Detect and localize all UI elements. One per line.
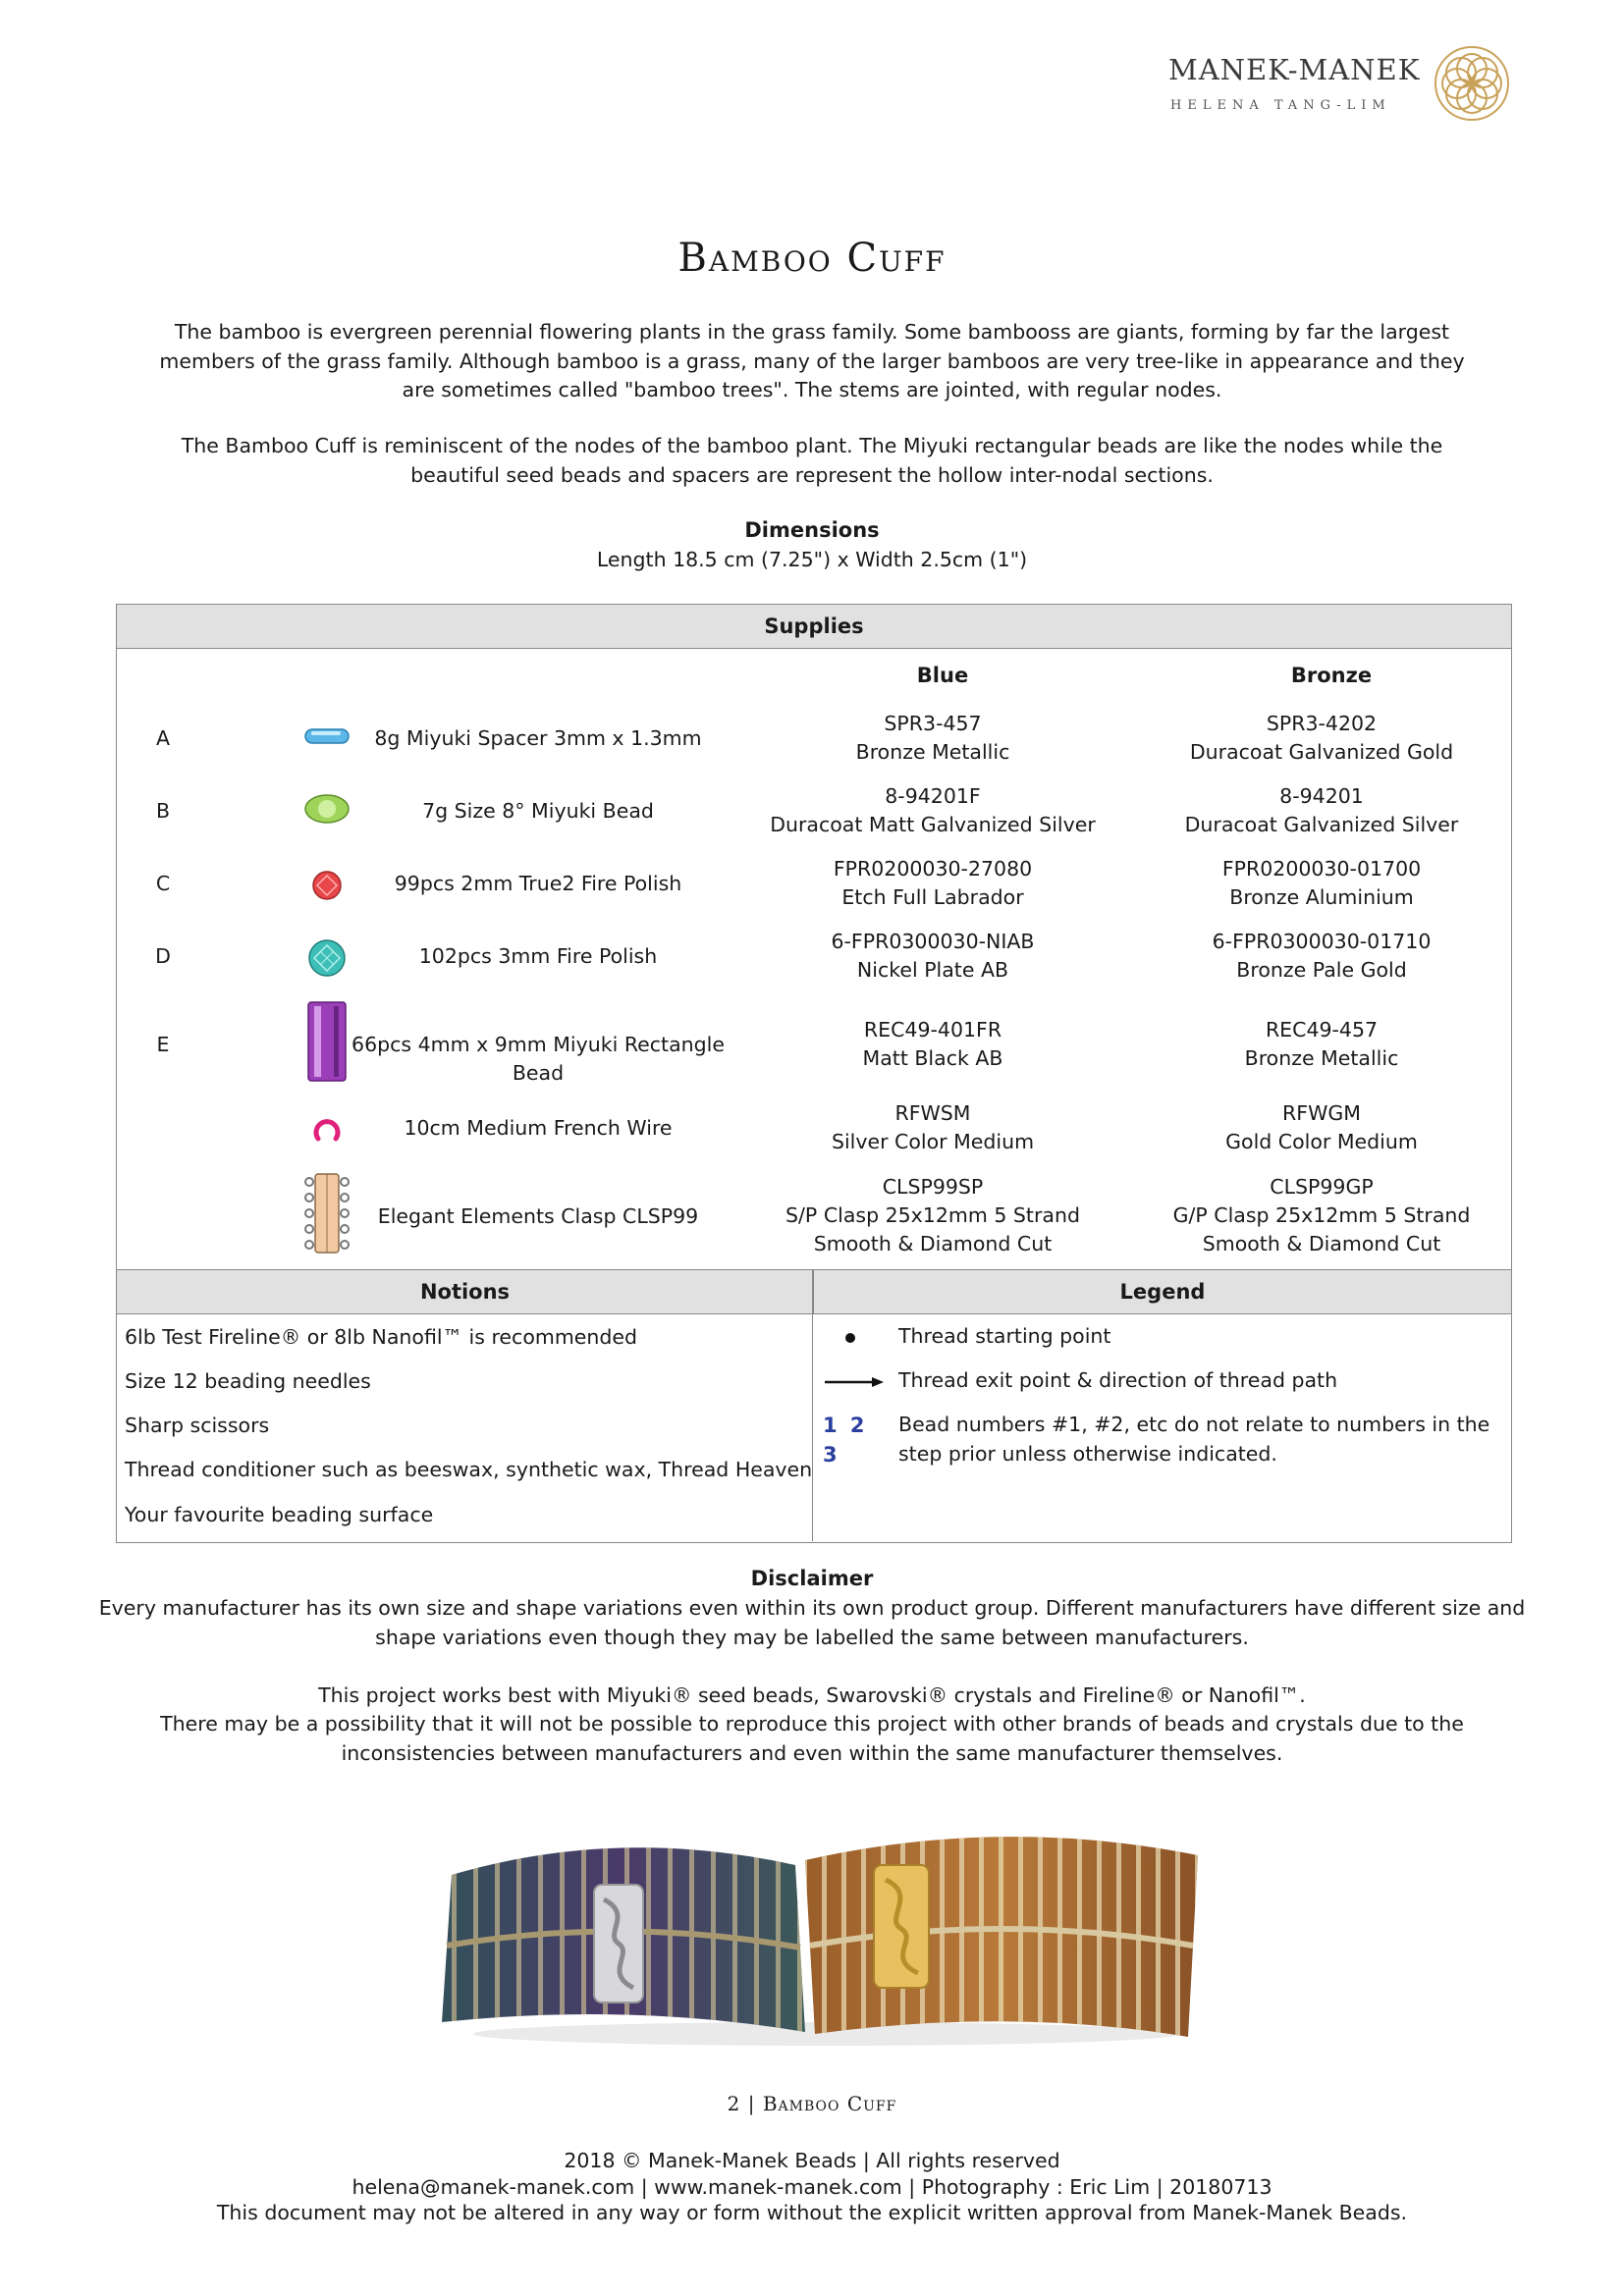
bronze-code: SPR3-4202	[1266, 712, 1378, 735]
blue-code: 6-FPR0300030-NIAB	[831, 930, 1035, 953]
arrow-icon	[823, 1367, 886, 1397]
disclaimer-heading: Disclaimer	[750, 1567, 874, 1590]
notion-item: Thread conditioner such as beeswax, synthetic wax, Thread Heaven	[125, 1458, 813, 1481]
supply-description: 8g Miyuki Spacer 3mm x 1.3mm	[374, 726, 702, 750]
supply-row	[116, 710, 1510, 769]
supply-description: 10cm Medium French Wire	[404, 1116, 673, 1140]
bronze-name: G/P Clasp 25x12mm 5 Strand Smooth & Diamond Cut	[1172, 1203, 1471, 1255]
disclaimer-paragraph-2a: This project works best with Miyuki® seed beads, Swarovski® crystals and Fireline® or Nanofil™.	[318, 1683, 1306, 1707]
bronze-code: 8-94201	[1279, 784, 1364, 808]
supplies-heading: Supplies	[117, 605, 1511, 649]
bronze-code: CLSP99GP	[1270, 1175, 1374, 1199]
notions-heading: Notions	[116, 1269, 813, 1314]
blue-code: SPR3-457	[884, 712, 982, 735]
supply-letter: C	[155, 872, 171, 895]
intro-paragraph-2: The Bamboo Cuff is reminiscent of the nodes of the bamboo plant. The Miyuki rectangular beads are like the nodes while the beautiful seed beads and spacers are represent the hollow inter-nodal sections.	[181, 434, 1443, 487]
supply-row	[116, 782, 1510, 841]
logo-name: MANEK-MANEK	[1168, 53, 1421, 86]
blue-name: Silver Color Medium	[831, 1130, 1035, 1153]
page-number	[0, 2092, 1624, 2115]
supply-row	[116, 855, 1510, 914]
blue-code: REC49-401FR	[863, 1018, 1002, 1041]
blue-name: Nickel Plate AB	[856, 958, 1009, 982]
supply-row	[116, 1099, 1510, 1158]
column-header-bronze: Bronze	[1290, 664, 1373, 687]
flower-logo-icon	[1432, 43, 1512, 124]
bronze-code: 6-FPR0300030-01710	[1212, 930, 1432, 953]
supply-row	[116, 1172, 1510, 1260]
blue-code: FPR0200030-27080	[833, 857, 1033, 881]
logo-subtitle: HELENA TANG-LIM	[1170, 98, 1391, 113]
supply-letter: B	[155, 799, 171, 823]
footer-contact: helena@manek-manek.com | www.manek-manek.com | Photography : Eric Lim | 20180713	[352, 2174, 1272, 2199]
supply-description: 66pcs 4mm x 9mm Miyuki Rectangle Bead	[352, 1033, 725, 1085]
blue-name: S/P Clasp 25x12mm 5 Strand Smooth & Diamond Cut	[785, 1203, 1080, 1255]
page-title: Bamboo Cuff	[677, 236, 947, 281]
blue-code: RFWSM	[894, 1101, 971, 1125]
column-divider	[812, 1269, 813, 1541]
bronze-code: FPR0200030-01700	[1221, 857, 1422, 881]
page-number-title: Bamboo Cuff	[762, 2092, 897, 2115]
intro-paragraph-1: The bamboo is evergreen perennial flowering plants in the grass family. Some bambooss are giants, forming by far the largest members of the grass family. Although bamboo is a grass, many of the larger bamboos are very tree-like in appearance and they are sometimes called "bamboo trees". The stems are jointed, with regular nodes.	[159, 320, 1465, 401]
legend-text: Bead numbers #1, #2, etc do not relate to numbers in the step prior unless otherwise indicated.	[898, 1413, 1490, 1466]
dimensions-heading: Dimensions	[744, 518, 880, 542]
blue-name: Matt Black AB	[862, 1046, 1003, 1070]
blue-code: CLSP99SP	[882, 1175, 984, 1199]
legend-heading: Legend	[813, 1269, 1512, 1314]
supply-description: 7g Size 8° Miyuki Bead	[422, 799, 654, 823]
supply-letter: E	[156, 1033, 170, 1056]
notion-item: Your favourite beading surface	[125, 1503, 434, 1526]
bronze-name: Duracoat Galvanized Gold	[1189, 740, 1454, 764]
footer-notice: This document may not be altered in any way or form without the explicit written approval from Manek-Manek Beads.	[216, 2201, 1408, 2224]
bracelet-photo	[422, 1806, 1231, 2056]
footer	[0, 2148, 1624, 2226]
blue-name: Etch Full Labrador	[841, 885, 1024, 909]
blue-name: Bronze Metallic	[855, 740, 1010, 764]
supply-letter: D	[155, 944, 171, 968]
bronze-code: REC49-457	[1265, 1018, 1379, 1041]
numbers-icon: 1 2 3	[823, 1414, 868, 1467]
bronze-name: Gold Color Medium	[1225, 1130, 1418, 1153]
notion-item: Size 12 beading needles	[125, 1369, 371, 1393]
bronze-name: Bronze Aluminium	[1229, 885, 1414, 909]
footer-copyright: 2018 © Manek-Manek Beads | All rights reserved	[564, 2149, 1060, 2172]
supply-description: Elegant Elements Clasp CLSP99	[377, 1204, 699, 1228]
dot-icon	[823, 1323, 886, 1353]
disclaimer-paragraph-2b: There may be a possibility that it will not be possible to reproduce this project with other brands of beads and crystals due to the inconsistencies between manufacturers and even within the same manufacturer themselves.	[160, 1712, 1464, 1765]
legend-text: Thread starting point	[898, 1324, 1111, 1348]
blue-code: 8-94201F	[885, 784, 981, 808]
bronze-name: Bronze Metallic	[1244, 1046, 1399, 1070]
disclaimer-paragraph-1: Every manufacturer has its own size and shape variations even within its own product group. Different manufacturers have different size and shape variations even though they may be labelled the same between manufacturers.	[98, 1596, 1526, 1649]
brand-logo	[1168, 43, 1512, 130]
dimensions-value: Length 18.5 cm (7.25") x Width 2.5cm (1")	[596, 548, 1028, 571]
notion-item: 6lb Test Fireline® or 8lb Nanofil™ is recommended	[125, 1325, 638, 1349]
supply-description: 99pcs 2mm True2 Fire Polish	[394, 872, 682, 895]
legend-text: Thread exit point & direction of thread path	[898, 1368, 1338, 1392]
column-header-blue: Blue	[916, 664, 969, 687]
blue-name: Duracoat Matt Galvanized Silver	[770, 813, 1096, 836]
bronze-name: Bronze Pale Gold	[1236, 958, 1407, 982]
bronze-code: RFWGM	[1282, 1101, 1361, 1125]
supply-row	[116, 1000, 1510, 1089]
supply-row	[116, 928, 1510, 987]
bronze-name: Duracoat Galvanized Silver	[1184, 813, 1459, 836]
notion-item: Sharp scissors	[125, 1414, 270, 1437]
supply-letter: A	[155, 726, 171, 750]
page-number-value: 2 |	[727, 2092, 756, 2115]
supply-description: 102pcs 3mm Fire Polish	[418, 944, 658, 968]
